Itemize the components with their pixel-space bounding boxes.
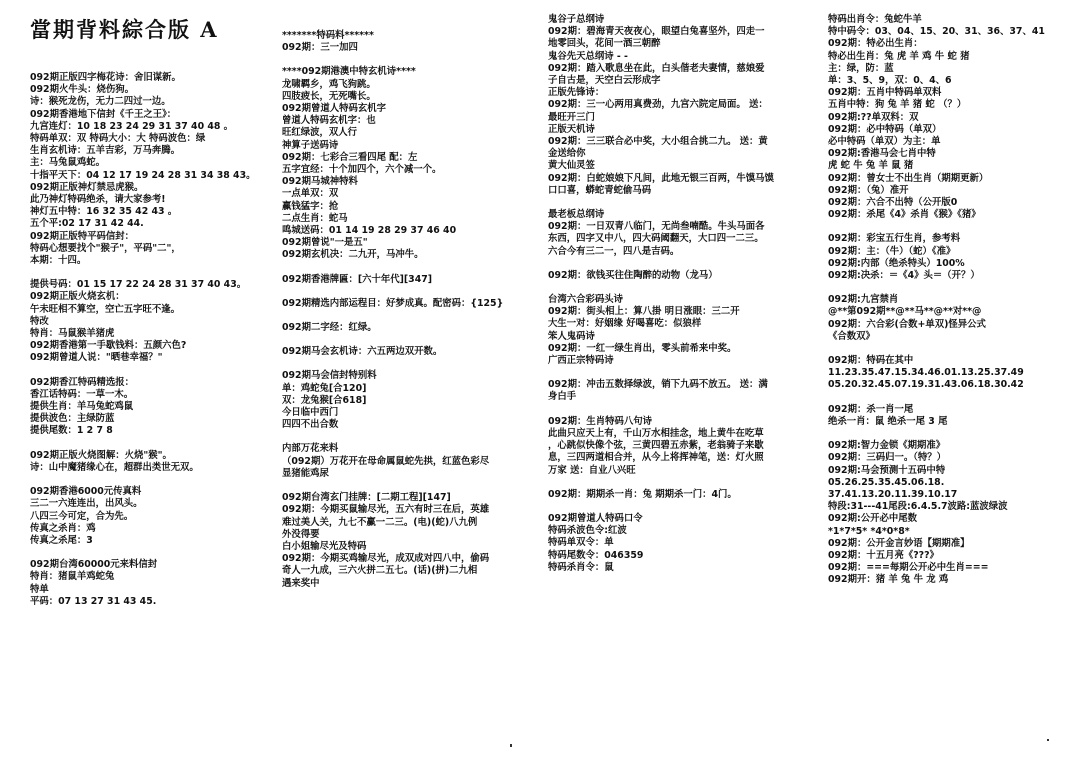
text-line: 四四不出合数 bbox=[282, 419, 339, 431]
text-line: 092期：踏入歌息坐在此，白头偕老夫妻情，慈娘爱 bbox=[548, 62, 765, 74]
line-gap bbox=[282, 431, 522, 443]
text-line: 内部万花来料 bbox=[282, 443, 339, 455]
text-line: 主：绿，防：蓝 bbox=[828, 62, 894, 74]
text-line: 092期：彩宝五行生肖，参考料 bbox=[828, 233, 961, 245]
text-line: 092期：七彩合三看四尾 配：左 bbox=[282, 151, 418, 163]
text-line: 八四三今可定，合为先。 bbox=[30, 510, 134, 522]
line-gap bbox=[548, 477, 818, 489]
line-gap bbox=[282, 262, 522, 274]
text-line: 诗：猴死龙伤，无力二四过一边。 bbox=[30, 96, 171, 108]
text-line: 万家 送：自业八兴旺 bbox=[548, 464, 636, 476]
line-gap bbox=[548, 197, 818, 209]
text-line: 092期香港6000元传真料 bbox=[30, 486, 142, 498]
text-line: 虎 蛇 牛 兔 羊 鼠 猪 bbox=[828, 160, 914, 172]
text-line: 鬼谷先天总纲诗 - - bbox=[548, 50, 628, 62]
text-line: 一点单双：双 bbox=[282, 188, 339, 200]
text-line: 092期正版四字梅花诗：舍旧谋新。 bbox=[30, 72, 181, 83]
text-line: 092期二字经：红绿。 bbox=[282, 322, 377, 334]
text-line: 特码出肖令：兔蛇牛羊 bbox=[828, 14, 922, 25]
text-line: 传真之杀尾：3 bbox=[30, 534, 93, 546]
text-line: 五个平:02 17 31 42 44. bbox=[30, 218, 144, 230]
text-line: 五肖中特：狗 兔 羊 猪 蛇 （？） bbox=[828, 99, 967, 111]
text-line: 奇人一九成，三六火拼二五七。(话)(拼)二九相 bbox=[282, 565, 478, 577]
text-line: 本期：十四。 bbox=[30, 255, 87, 267]
text-line: 五字宜经：十个加四个，六个减一个。 bbox=[282, 164, 442, 176]
text-line: 092期：主：（牛）（蛇）《准》 bbox=[828, 245, 956, 257]
text-line: 092期：今期买鸡输尽光，成双成对四八中，偷码 bbox=[282, 553, 490, 565]
text-line: 092期:马会预测十五码中特 bbox=[828, 464, 946, 476]
text-line: 092期:公开必中尾数 bbox=[828, 513, 917, 525]
text-line: 九宫连灯：10 18 23 24 29 31 37 40 48 。 bbox=[30, 120, 234, 132]
text-line: 单：鸡蛇兔[合120] bbox=[282, 382, 367, 394]
text-line: ，心跳似快像个弦，三黄四碧五赤紫，老翁骑子来歇 bbox=[548, 440, 764, 452]
text-line: 提供尾数：1 2 7 8 bbox=[30, 425, 113, 437]
text-line: 092期曾道人说："晒巷幸福？" bbox=[30, 352, 163, 364]
text-line: 37.41.13.20.11.39.10.17 bbox=[828, 488, 958, 500]
text-line: 092期：曾女士不出生肖（期期更新） bbox=[828, 172, 989, 184]
line-gap bbox=[30, 474, 268, 486]
column-4 bbox=[828, 14, 1068, 587]
text-line: 092期：三码归一。（特？） bbox=[828, 452, 947, 464]
text-line: 092期马城神特料 bbox=[282, 176, 358, 188]
text-line: 难过美人关，九七不赢一二三。(电)(蛇)八九例 bbox=[282, 516, 478, 528]
text-line: 息，三四两道相合并，从今上将挥神笔，送：灯火照 bbox=[548, 452, 764, 464]
text-line: 特必出生肖：兔 虎 羊 鸡 牛 蛇 猪 bbox=[828, 50, 970, 62]
text-line: 092期：杀尾《4》杀肖《猴》《猪》 bbox=[828, 209, 981, 221]
text-line: 092期正版神灯禁忌虎猴。 bbox=[30, 181, 144, 193]
text-line: 神算子送码诗 bbox=[282, 139, 339, 151]
text-line: 此乃神灯特码绝杀，请大家参考! bbox=[30, 194, 166, 206]
text-line: 05.20.32.45.07.19.31.43.06.18.30.42 bbox=[828, 379, 1024, 391]
line-gap bbox=[282, 310, 522, 322]
text-line: 最旺开三门 bbox=[548, 111, 595, 123]
text-line: 特肖：马鼠猴羊猪虎 bbox=[30, 328, 115, 340]
text-line: 特码心想要找个"猴子"，平码"二"， bbox=[30, 242, 181, 254]
text-line: 092期：必中特码（单双） bbox=[828, 123, 942, 135]
text-line: 子自古是，天空白云形成字 bbox=[548, 75, 661, 87]
text-line: 092期台湾玄门挂牌：[二期工程][147] bbox=[282, 492, 451, 504]
text-line: 笨人鬼码诗 bbox=[548, 330, 595, 342]
line-gap bbox=[828, 392, 1068, 404]
text-line: 大生一对：好姻缘 好喝喜吃：似狼样 bbox=[548, 318, 702, 330]
text-line: 092期香港地下信封《千王之王》： bbox=[30, 108, 177, 120]
text-line: 绝杀一肖：鼠 绝杀一尾 3 尾 bbox=[828, 415, 948, 427]
line-gap bbox=[282, 480, 522, 492]
text-line: 特码单双：双 特码大小：大 特码波色：绿 bbox=[30, 133, 206, 145]
text-line: 十指平天下：04 12 17 19 24 28 31 34 38 43。 bbox=[30, 169, 256, 181]
text-line: 台湾六合彩码头诗 bbox=[548, 294, 624, 306]
text-line: 11.23.35.47.15.34.46.01.13.25.37.49 bbox=[828, 367, 1024, 379]
text-line: 诗：山中魔猪缘心在，超群出类世无双。 bbox=[30, 461, 199, 473]
text-line: 092期香港牌匾：[六十年代][347] bbox=[282, 273, 433, 285]
text-line: 生肖玄机诗：五羊吉彩，万马奔腾。 bbox=[30, 145, 181, 157]
text-line: 092期：期期杀一肖：兔 期期杀一门：4门。 bbox=[548, 488, 737, 500]
text-line: 特段:31---41尾段:6.4.5.7波路:蓝波绿波 bbox=[828, 501, 1008, 513]
text-line: 092期:内部（绝杀特头）100% bbox=[828, 257, 965, 269]
text-line: 《合数双》 bbox=[828, 330, 875, 342]
text-line: 092期:九宫禁肖 bbox=[828, 294, 899, 306]
text-line: 092期玄机决：二九开，马冲牛。 bbox=[282, 249, 424, 261]
line-gap bbox=[282, 334, 522, 346]
text-line: 传真之杀肖：鸡 bbox=[30, 522, 96, 534]
text-line: 092期正版特平码信封： bbox=[30, 230, 134, 242]
text-line: 特改 bbox=[30, 315, 49, 327]
text-line: 092期火牛头：烧伤狗。 bbox=[30, 84, 134, 96]
line-gap bbox=[828, 428, 1068, 440]
text-line: 今日临中西门 bbox=[282, 407, 339, 419]
text-line: 身白手 bbox=[548, 391, 577, 403]
text-line: 必中特码（单双）为主：单 bbox=[828, 136, 941, 148]
line-gap bbox=[30, 365, 268, 377]
text-line: 主：马兔鼠鸡蛇。 bbox=[30, 157, 106, 169]
text-line: 092期曾说"一是五" bbox=[282, 237, 368, 249]
text-line: 广西正宗特码诗 bbox=[548, 355, 614, 367]
line-gap bbox=[30, 547, 268, 559]
text-line: 神灯五中特：16 32 35 42 43 。 bbox=[30, 206, 178, 218]
line-gap bbox=[548, 258, 818, 270]
text-line: 092期曾道人特码口令 bbox=[548, 512, 643, 524]
column-1 bbox=[30, 60, 268, 608]
column-2 bbox=[282, 30, 522, 590]
text-line: 特码杀肖令：鼠 bbox=[548, 561, 614, 573]
text-line: 地零回头，花间一酒三朝醉 bbox=[548, 38, 661, 50]
text-line: 05.26.25.35.45.06.18. bbox=[828, 476, 945, 488]
text-line: 092期香江特码精选报： bbox=[30, 376, 134, 388]
text-line: 092期：白蛇娘娘下凡间，此地无银三百两，牛馍马馍 bbox=[548, 172, 774, 184]
text-line: *1*7*5* *4*0*8* bbox=[828, 525, 910, 537]
text-line: *******特码料****** bbox=[282, 30, 374, 41]
text-line: 外没得要 bbox=[282, 528, 320, 540]
text-line: 正版天机诗 bbox=[548, 123, 595, 135]
text-line: 092期马会信封特别料 bbox=[282, 370, 377, 382]
text-line: 092期：六合彩(合数+单双)怪异公式 bbox=[828, 318, 986, 330]
line-gap bbox=[828, 282, 1068, 294]
line-gap bbox=[548, 404, 818, 416]
text-line: 092期:??单双料：双 bbox=[828, 111, 919, 123]
text-line: 092期:智力金锁《期期准》 bbox=[828, 440, 946, 452]
text-line: 092期开：猪 羊 兔 牛 龙 鸡 bbox=[828, 574, 949, 586]
text-line: 092期：街头相上：算八掛 明日涨眼：三二开 bbox=[548, 306, 740, 318]
text-line: 092期：特必出生肖： bbox=[828, 38, 923, 50]
text-line: 092期：碧海青天夜夜心，眼望白兔喜坚外，四走一 bbox=[548, 26, 765, 38]
line-gap bbox=[548, 501, 818, 513]
text-line: @**第092期**@**马**@**对**@ bbox=[828, 306, 982, 318]
text-line: ****092期港澳中特玄机诗**** bbox=[282, 66, 416, 78]
text-line: 香江话特码：一草一木。 bbox=[30, 388, 134, 400]
text-line: 092期：今期买鼠输尽光，五六有时三在后，英雄 bbox=[282, 504, 490, 516]
page-title: 當期背料綜合版 A bbox=[30, 17, 219, 42]
text-line: 白小姐输尽光及特码 bbox=[282, 540, 367, 552]
text-line: 092期正版火烧玄机： bbox=[30, 291, 125, 303]
text-line: 092期：欲钱买往住陶醉的动物（龙马） bbox=[548, 269, 718, 281]
print-speck bbox=[510, 744, 512, 747]
text-line: 鬼谷子总纲诗 bbox=[548, 14, 605, 25]
text-line: 特肖：猪鼠羊鸡蛇兔 bbox=[30, 571, 115, 583]
text-line: 特单 bbox=[30, 583, 49, 595]
text-line: 四肢疲长，无死嘴长。 bbox=[282, 90, 376, 102]
line-gap bbox=[828, 343, 1068, 355]
line-gap bbox=[548, 367, 818, 379]
line-gap bbox=[828, 221, 1068, 233]
column-3 bbox=[548, 14, 818, 574]
text-line: 金送给你 bbox=[548, 148, 586, 160]
text-line: 092期马会玄机诗：六五两边双开数。 bbox=[282, 346, 443, 358]
text-line: 三二一六连连出，出风头。 bbox=[30, 498, 143, 510]
text-line: （092期）万花开在母命属鼠蛇先拱，红蓝色彩尽 bbox=[282, 455, 490, 467]
text-line: 午未旺相不算空，空亡五字旺不逢。 bbox=[30, 303, 181, 315]
text-line: 092期：一红一绿生肖出，零头前希来中奖。 bbox=[548, 342, 737, 354]
line-gap bbox=[30, 438, 268, 450]
text-line: 旺红绿波，双人行 bbox=[282, 127, 358, 139]
text-line: 正版先锋诗： bbox=[548, 87, 605, 99]
text-line: 092期：生肖特码八句诗 bbox=[548, 415, 652, 427]
line-gap bbox=[548, 282, 818, 294]
text-line: 092期：三一心两用真费劲，九宫六院定局面。 送： bbox=[548, 99, 768, 111]
text-line: 龙啸羁乡，鸡飞狗跳。 bbox=[282, 78, 376, 90]
text-line: 特码尾数令：046359 bbox=[548, 549, 644, 561]
text-line: 092期：（兔）准开 bbox=[828, 184, 909, 196]
text-line: 赢钱猛字：抢 bbox=[282, 200, 339, 212]
line-gap bbox=[30, 267, 268, 279]
line-gap bbox=[30, 60, 268, 72]
text-line: 双：龙兔猴[合618] bbox=[282, 394, 367, 406]
text-line: 提供波色：主绿防蓝 bbox=[30, 413, 115, 425]
text-line: 092期：三一加四 bbox=[282, 42, 358, 54]
text-line: 提供号码：01 15 17 22 24 28 31 37 40 43。 bbox=[30, 279, 247, 291]
text-line: 特码单双令：单 bbox=[548, 537, 614, 549]
text-line: 092期：===每期公开必中生肖=== bbox=[828, 562, 989, 574]
text-line: 黄大仙灵签 bbox=[548, 160, 595, 172]
text-line: 092期:决杀：＝《4》头＝（开？） bbox=[828, 270, 980, 282]
text-line: 特码杀波色令:红波 bbox=[548, 525, 627, 537]
text-line: 单：3、5、9，双：0、4、6 bbox=[828, 75, 952, 87]
text-line: 特中码令：03、04、15、20、31、36、37、41 bbox=[828, 26, 1045, 38]
line-gap bbox=[282, 286, 522, 298]
print-speck bbox=[1047, 739, 1049, 741]
text-line: 提供生肖：羊马兔蛇鸡鼠 bbox=[30, 401, 134, 413]
text-line: 092期曾道人特码玄机字 bbox=[282, 103, 386, 115]
text-line: 口口喜，蟒蛇青蛇偷马码 bbox=[548, 184, 652, 196]
text-line: 最老板总纲诗 bbox=[548, 209, 605, 221]
text-line: 092期：特码在其中 bbox=[828, 355, 914, 367]
text-line: 092期香港第一手歇钱料：五颜六色? bbox=[30, 340, 187, 352]
text-line: 092期：杀一肖一尾 bbox=[828, 403, 914, 415]
text-line: 092期：一日双青八临门，无尚叁喃酷。牛头马面各 bbox=[548, 221, 765, 233]
line-gap bbox=[282, 358, 522, 370]
text-line: 六合今有三二一，四八是吉码。 bbox=[548, 245, 680, 257]
text-line: 显猪能鸡尿 bbox=[282, 467, 329, 479]
text-line: 092期：公开金言妙语【期期准】 bbox=[828, 537, 970, 549]
text-line: 092期:香港马会七肖中特 bbox=[828, 148, 936, 160]
text-line: 鸣城送码：01 14 19 28 29 37 46 40 bbox=[282, 225, 457, 237]
text-line: 平码：07 13 27 31 43 45. bbox=[30, 595, 157, 607]
text-line: 092期：十五月亮《???》 bbox=[828, 549, 939, 561]
text-line: 092期：三三联合必中奖，大小组合挑二九。 送：黄 bbox=[548, 136, 768, 148]
text-line: 092期：六合不出特（公开版0 bbox=[828, 197, 958, 209]
text-line: 二点生肖：蛇马 bbox=[282, 212, 348, 224]
text-line: 遇来奖中 bbox=[282, 577, 320, 589]
line-gap bbox=[282, 54, 522, 66]
text-line: 此曲只应天上有，千山万水相挂念，地上黄牛在吃草 bbox=[548, 427, 764, 439]
text-line: 092期：五肖中特码单双料 bbox=[828, 87, 942, 99]
text-line: 曾道人特码玄机字：也 bbox=[282, 115, 376, 127]
text-line: 东西，四字又中八，四大码阈翻天，大口四一二三。 bbox=[548, 233, 764, 245]
text-line: 092期精选内部运程目：好梦成真。配密码：{125} bbox=[282, 297, 504, 309]
text-line: 092期正版火烧图解：火烧"猴"。 bbox=[30, 449, 172, 461]
text-line: 092期：冲击五数择绿波，销下九码不放五。 送：满 bbox=[548, 379, 768, 391]
text-line: 092期台湾60000元来料信封 bbox=[30, 559, 158, 571]
